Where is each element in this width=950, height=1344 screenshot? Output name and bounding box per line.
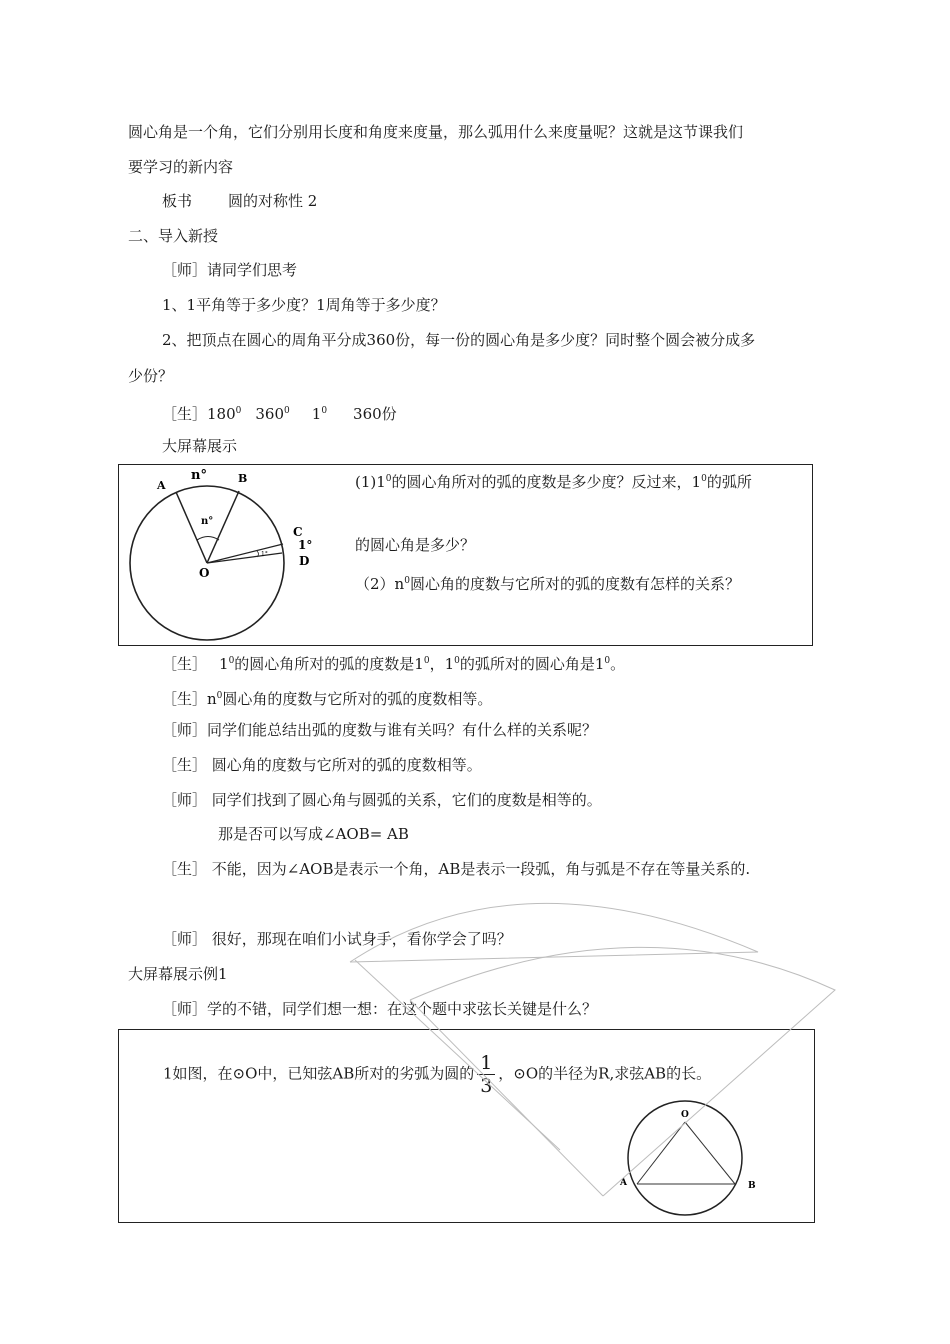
figure-question-1-line-2: 的圆心角是多少？ bbox=[355, 536, 476, 554]
example-1-text: 1如图，在⊙O中，已知弦AB所对的劣弧为圆的 $\frac{1}{3}$ ，⊙O的半径为R,求弦AB的长。 bbox=[163, 1052, 712, 1097]
label-o-2: O bbox=[681, 1110, 689, 1120]
student-line-3: ［生］ 圆心角的度数与它所对的弧的度数相等。 bbox=[162, 756, 482, 774]
label-1-deg: 1° bbox=[298, 538, 313, 552]
intro-line-1: 圆心角是一个角，它们分别用长度和角度来度量，那么弧用什么来度量呢？这就是这节课我们 bbox=[128, 123, 744, 141]
answer-1: 1 bbox=[311, 405, 322, 423]
answer-180-sup: 0 bbox=[235, 406, 242, 416]
label-b: B bbox=[238, 472, 248, 485]
label-d: D bbox=[299, 554, 310, 568]
board-title: 圆的对称性 2 bbox=[228, 192, 318, 210]
student-prefix: ［生］ bbox=[162, 405, 208, 423]
answer-360-sup: 0 bbox=[284, 406, 290, 416]
intro-line-2: 要学习的新内容 bbox=[128, 158, 234, 176]
teacher-think: ［师］请同学们思考 bbox=[162, 261, 298, 279]
label-a: A bbox=[157, 479, 166, 492]
teacher-line-2: ［师］ 同学们找到了圆心角与圆弧的关系，它们的度数是相等的。 bbox=[162, 791, 602, 809]
radius-oa-2 bbox=[637, 1122, 685, 1184]
label-1-small: 1° bbox=[261, 551, 268, 558]
student-answer-1 bbox=[162, 401, 397, 424]
answer-360: 360 bbox=[255, 405, 285, 423]
label-a-2: A bbox=[620, 1178, 627, 1188]
student-line-4: ［生］ 不能，因为∠AOB是表示一个角，AB是表示一段弧，角与弧是不存在等量关系的. bbox=[162, 860, 751, 878]
label-o: O bbox=[199, 566, 210, 580]
label-n-inner: n° bbox=[201, 516, 214, 527]
question-2-line-1: 2、把顶点在圆心的周角平分成360份，每一份的圆心角是多少度？同时整个圆会被分成多 bbox=[162, 331, 756, 349]
answer-360-parts: 360份 bbox=[353, 405, 397, 423]
answer-1-sup: 0 bbox=[321, 406, 328, 416]
label-c: C bbox=[293, 525, 303, 539]
circle-diagram-2 bbox=[617, 1090, 777, 1220]
label-b-2: B bbox=[748, 1181, 756, 1191]
radius-oa bbox=[176, 492, 207, 563]
radius-oc bbox=[207, 544, 283, 563]
screen-example-label: 大屏幕展示例1 bbox=[128, 965, 228, 983]
screen-show-label: 大屏幕展示 bbox=[162, 437, 238, 455]
section-heading: 二、导入新授 bbox=[128, 227, 219, 245]
label-n-deg: n° bbox=[191, 468, 207, 483]
figure-1-box bbox=[118, 464, 813, 646]
question-1: 1、1平角等于多少度？1周角等于多少度？ bbox=[162, 296, 446, 314]
fraction-one-third: $\frac{1}{3}$ bbox=[477, 1052, 495, 1097]
student-line-2: ［生$]n^0$圆心角的度数与它所对的弧的度数相等。 bbox=[162, 690, 493, 708]
radius-ob bbox=[207, 491, 239, 563]
angle-arc-n bbox=[197, 537, 219, 541]
radius-ob-2 bbox=[685, 1122, 735, 1184]
teacher-line-3: ［师］ 很好，那现在咱们小试身手，看你学会了吗？ bbox=[162, 930, 512, 948]
figure-question-2: $(2)n^0$圆心角的度数与它所对的弧的度数有怎样的关系？ bbox=[355, 575, 740, 593]
question-2-line-2: 少份？ bbox=[128, 367, 174, 385]
circle-diagram-1 bbox=[119, 465, 349, 645]
board-label: 板书 bbox=[162, 192, 193, 210]
figure-question-1: $(1)1^0$的圆心角所对的弧的度数是多少度？反过来，$1^0$的弧所 bbox=[355, 473, 752, 491]
teacher-followup: 那是否可以写成∠AOB= AB bbox=[218, 825, 409, 843]
student-line-1: ［生］ $1^0$的圆心角所对的弧的度数是$1^0$，$1^0$的弧所对的圆心角是$1^0$。 bbox=[162, 655, 626, 673]
example-1-box bbox=[118, 1029, 815, 1223]
teacher-line-4: ［师］学的不错，同学们想一想：在这个题中求弦长关键是什么？ bbox=[162, 1000, 598, 1018]
radius-od bbox=[207, 553, 282, 563]
teacher-line-1: ［师］同学们能总结出弧的度数与谁有关吗？有什么样的关系呢？ bbox=[162, 721, 598, 739]
answer-180: 180 bbox=[207, 405, 236, 423]
